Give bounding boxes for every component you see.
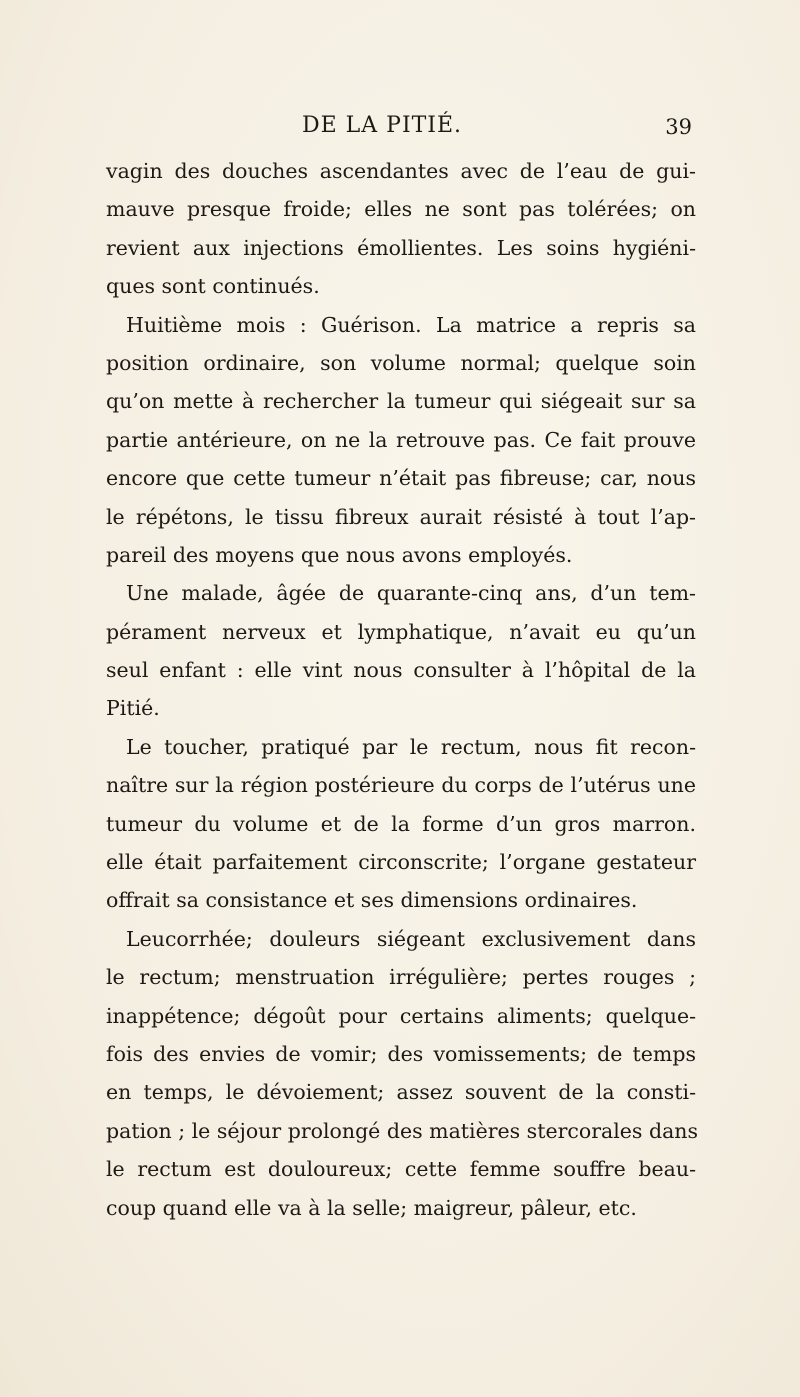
text-line: pation ; le séjour prolongé des matières stercorales dans: [106, 1118, 699, 1143]
text-line: inappétence; dégoût pour certains aliments; quelque-: [106, 1003, 696, 1028]
text-line: le rectum; menstruation irrégulière; pertes rouges ;: [106, 965, 696, 990]
text-line: le répétons, le tissu fibreux aurait résisté à tout l’ap-: [106, 504, 696, 529]
text-line: Une malade, âgée de quarante-cinq ans, d’un tem-: [126, 581, 696, 606]
text-line: encore que cette tumeur n’était pas fibreuse; car, nous: [106, 466, 696, 491]
text-line: le rectum est douloureux; cette femme souffre beau-: [106, 1157, 696, 1182]
text-line: fois des envies de vomir; des vomissements; de temps: [106, 1041, 696, 1066]
running-head: [0, 113, 800, 143]
text-line: partie antérieure, on ne la retrouve pas. Ce fait prouve: [106, 427, 696, 452]
text-line: en temps, le dévoiement; assez souvent de la consti-: [106, 1080, 696, 1105]
running-title: DE LA PITIÉ.: [301, 113, 463, 138]
text-line: ques sont continués.: [106, 274, 320, 299]
text-line: elle était parfaitement circonscrite; l’organe gestateur: [106, 850, 696, 875]
text-line: mauve presque froide; elles ne sont pas tolérées; on: [106, 197, 696, 222]
page-number: 39: [665, 115, 692, 139]
text-line: offrait sa consistance et ses dimensions ordinaires.: [106, 888, 638, 913]
text-line: pareil des moyens que nous avons employés.: [106, 542, 573, 567]
text-line: revient aux injections émollientes. Les soins hygiéni-: [106, 235, 696, 260]
text-line: Le toucher, pratiqué par le rectum, nous fit recon-: [126, 734, 696, 759]
text-line: tumeur du volume et de la forme d’un gros marron.: [106, 811, 696, 836]
body-text: [106, 152, 699, 1227]
text-line: Huitième mois : Guérison. La matrice a repris sa: [126, 312, 696, 337]
text-line: pérament nerveux et lymphatique, n’avait eu qu’un: [106, 619, 696, 644]
text-line: qu’on mette à rechercher la tumeur qui siégeait sur sa: [106, 389, 696, 414]
text-line: vagin des douches ascendantes avec de l’eau de gui-: [106, 159, 696, 183]
text-line: Leucorrhée; douleurs siégeant exclusivement dans: [126, 926, 696, 951]
text-line: position ordinaire, son volume normal; quelque soin: [106, 350, 696, 375]
text-line: coup quand elle va à la selle; maigreur, pâleur, etc.: [106, 1195, 637, 1220]
text-line: naître sur la région postérieure du corps de l’utérus une: [106, 773, 696, 798]
text-line: seul enfant : elle vint nous consulter à l’hôpital de la: [106, 658, 696, 683]
text-line: Pitié.: [106, 696, 160, 721]
